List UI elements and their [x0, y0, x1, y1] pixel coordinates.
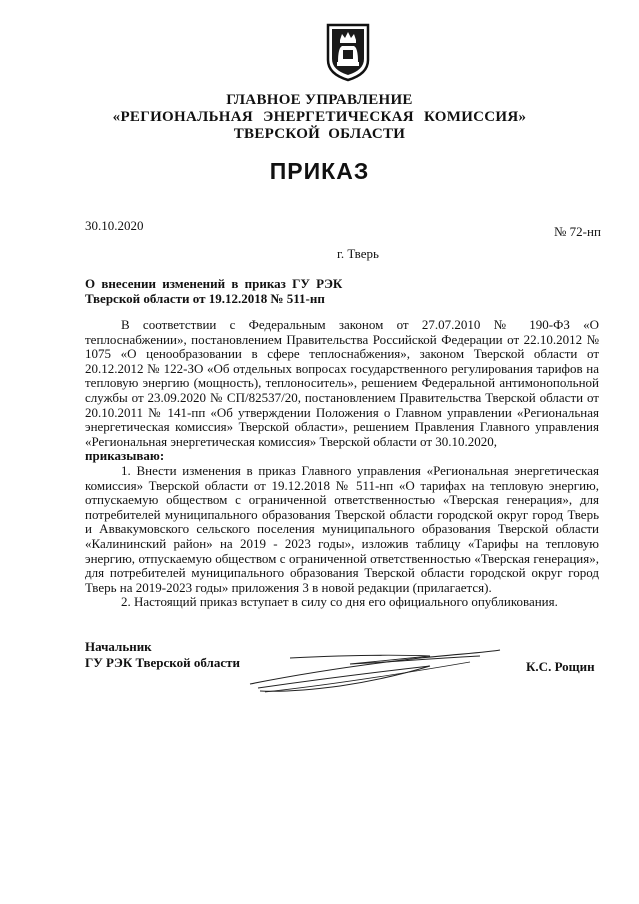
document-subject	[85, 276, 385, 306]
document-body	[85, 318, 599, 610]
subject-line-1: О внесении изменений в приказ ГУ РЭК	[85, 276, 343, 291]
signer-name: К.С. Рощин	[526, 659, 595, 674]
org-name-line-1: ГЛАВНОЕ УПРАВЛЕНИЕ	[226, 92, 413, 108]
org-name-line-2: «РЕГИОНАЛЬНАЯ ЭНЕРГЕТИЧЕСКАЯ КОМИССИЯ»	[112, 109, 527, 125]
ordered-label: приказываю:	[85, 448, 165, 464]
signer-role	[85, 639, 240, 671]
order-item-1: 1. Внести изменения в приказ Главного управления «Региональная энергетическая комиссия» Тверской области от 19.12.2018 № 511-нп «О тарифах на тепловую энергию, отпускаемую обществом с ограниченной ответственностью «Тверская генерация», для потребителей муниципального образования Тверской области городской округ город Тверь и Аввакумовского сельского поселения муниципального образования Тверской области «Калининский район» на 2019 - 2023 годы», изложив таблицу «Тарифы на тепловую энергию, отпускаемую обществом с ограниченной ответственностью «Тверская генерация», для потребителей муниципального образования Тверской области городской округ город Тверь на 2019-2023 годы» приложения 3 в новой редакции (прилагается).	[85, 462, 599, 595]
org-name-line-3: ТВЕРСКОЙ ОБЛАСТИ	[233, 126, 406, 142]
order-item-2: 2. Настоящий приказ вступает в силу со дня его официального опубликования.	[121, 594, 558, 610]
tver-coat-of-arms-icon	[325, 22, 371, 82]
document-title: ПРИКАЗ	[269, 158, 370, 184]
signer-role-line-1: Начальник	[85, 639, 152, 654]
document-date: 30.10.2020	[85, 218, 144, 233]
subject-line-2: Тверской области от 19.12.2018 № 511-нп	[85, 291, 325, 306]
document-city: г. Тверь	[337, 246, 379, 261]
preamble-paragraph: В соответствии с Федеральным законом от 27.07.2010 № 190-ФЗ «О теплоснабжении», постановлением Правительства Российской Федерации от 22.10.2012 № 1075 «О ценообразовании в сфере теплоснабжения», законом Тверской области от 20.12.2012 № 122-ЗО «Об отдельных вопросах государственного регулирования тарифов на тепловую энергию (мощность), теплоноситель», решением Федеральной антимонопольной службы от 23.09.2020 № СП/82537/20, постановлением Правительства Тверской области от 20.10.2011 № 141-пп «Об утверждении Положения о Главном управлении «Региональная энергетическая комиссия» Тверской области», решением Правления Главного управления «Региональная энергетическая комиссия» Тверской области от 30.10.2020,	[85, 317, 599, 449]
document-number: № 72-нп	[554, 224, 601, 239]
signer-role-line-2: ГУ РЭК Тверской области	[85, 655, 240, 670]
handwritten-signature	[230, 636, 510, 706]
